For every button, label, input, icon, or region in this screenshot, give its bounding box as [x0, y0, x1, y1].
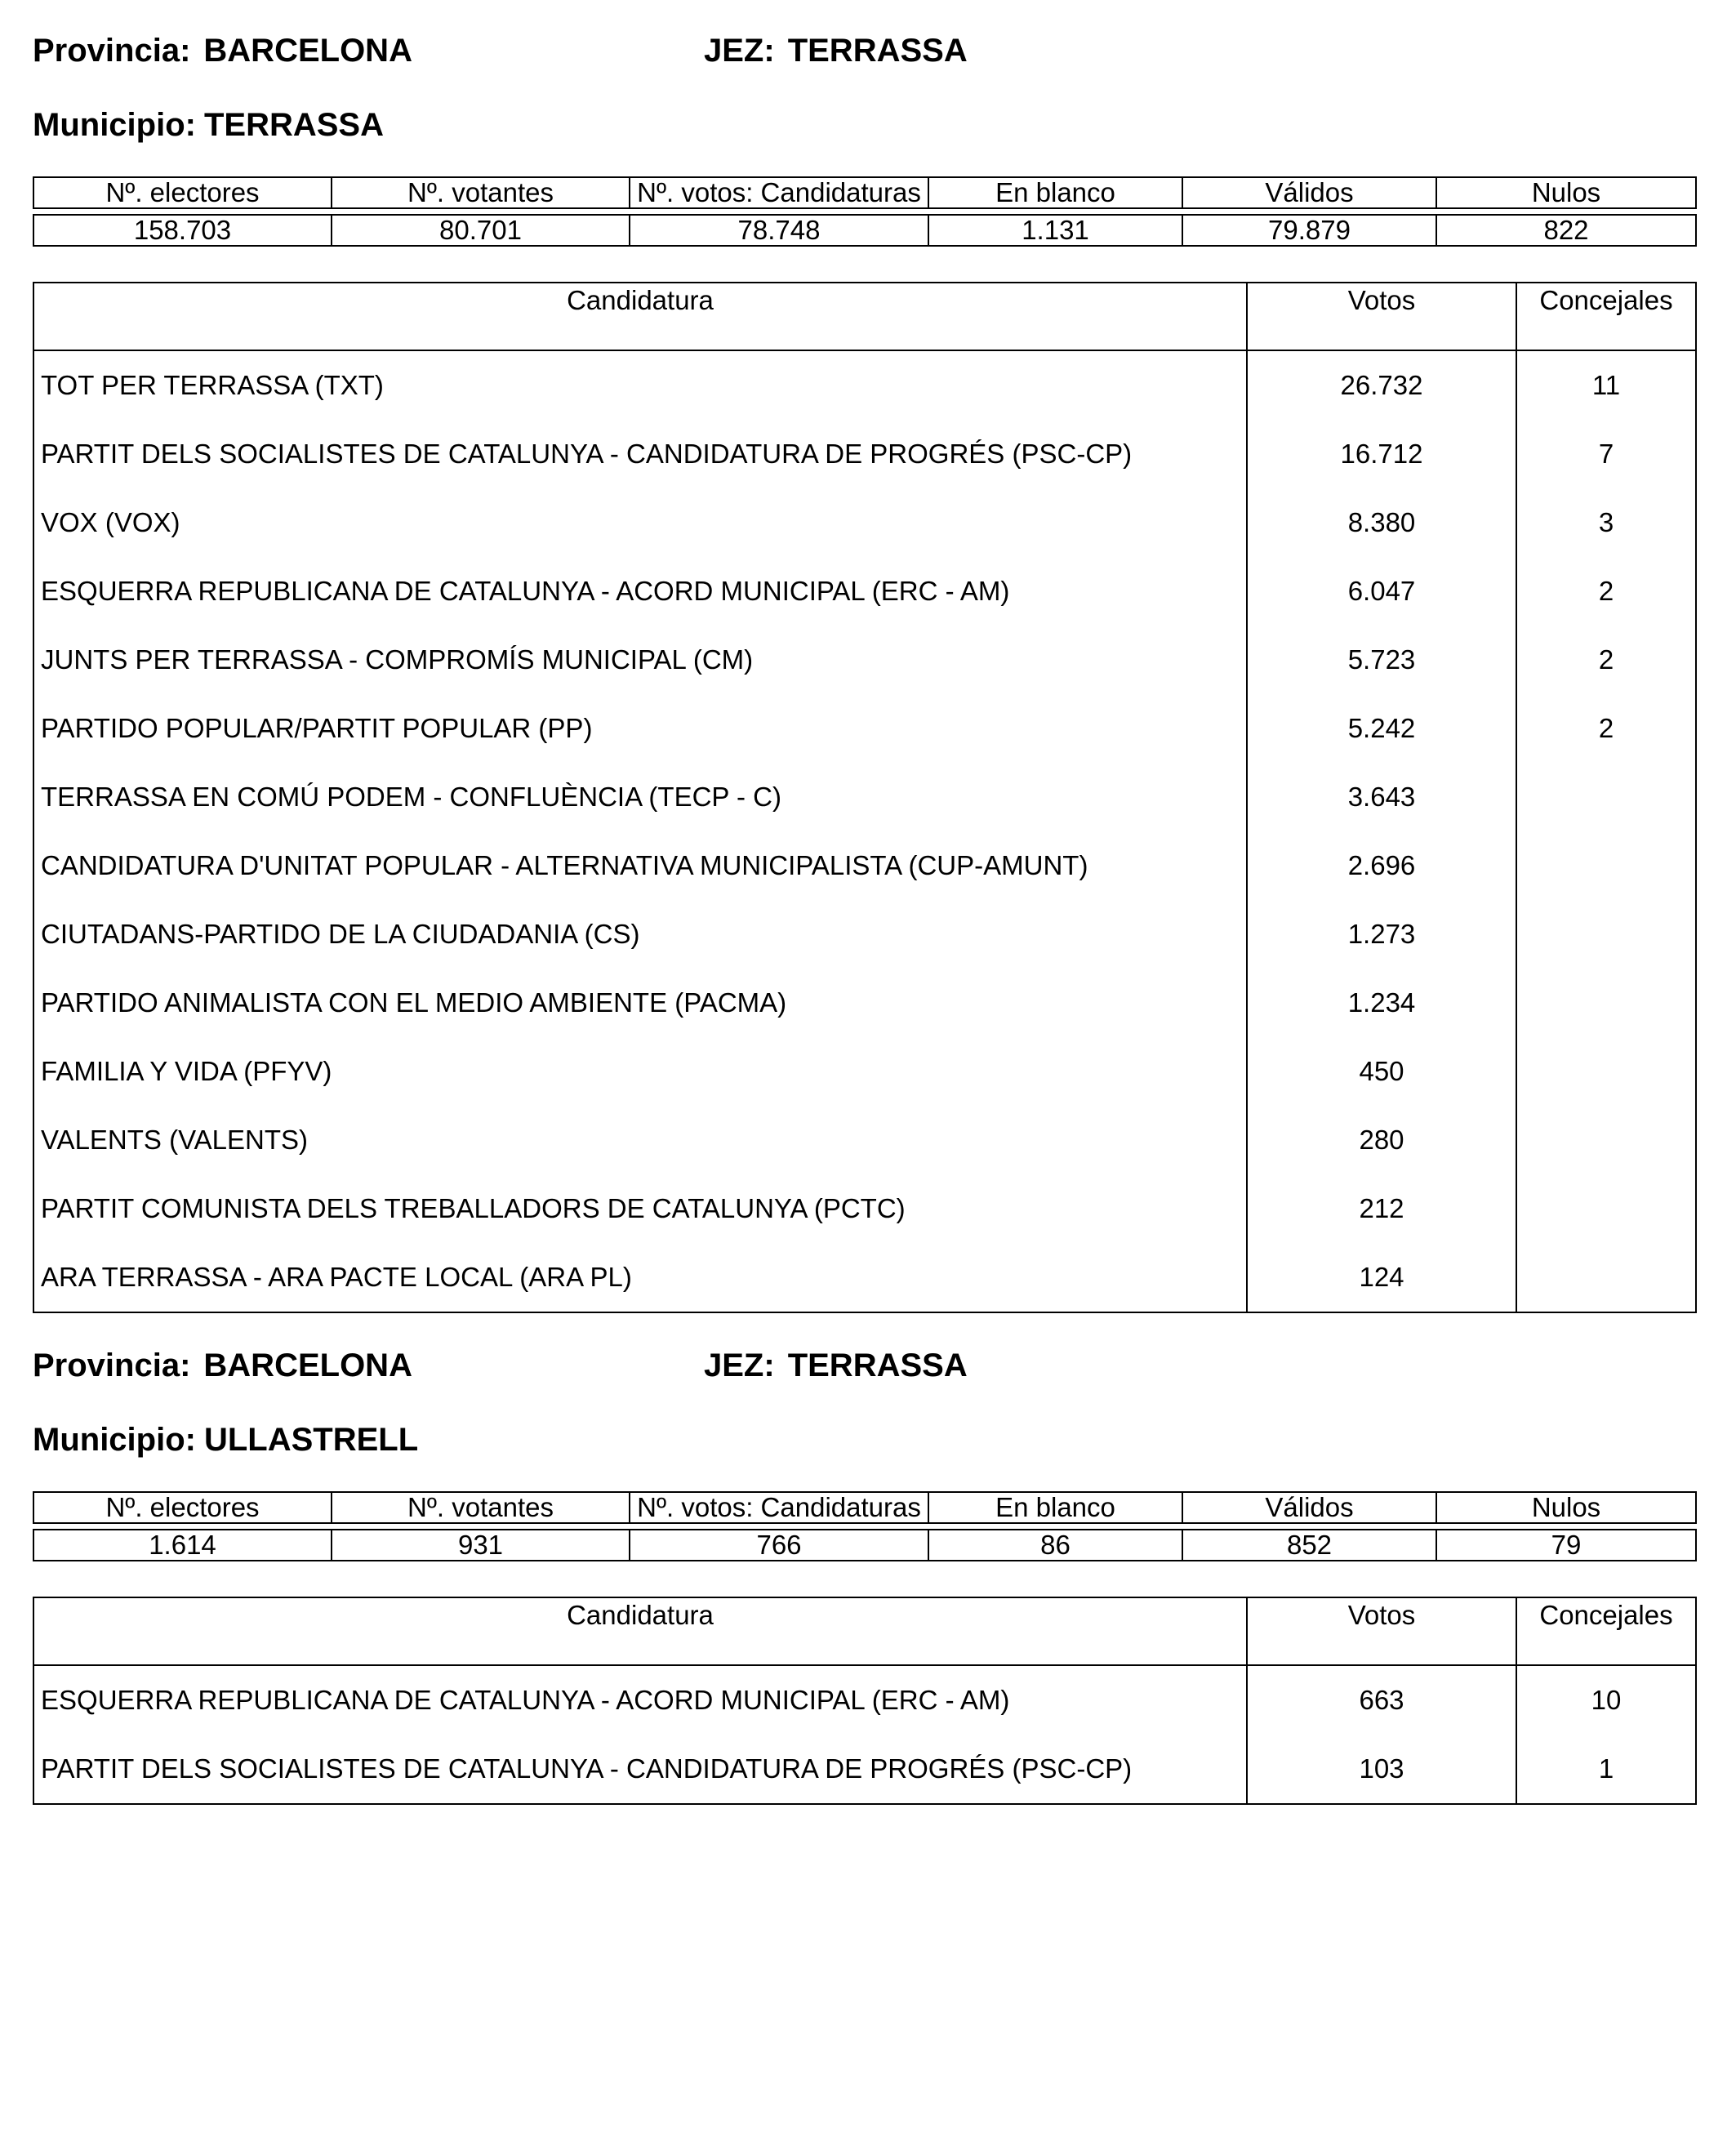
- summary-value-row: [33, 215, 1696, 246]
- jez-label: JEZ:: [704, 33, 775, 69]
- votos-cell: 16.712: [1247, 420, 1516, 488]
- table-row: [33, 1037, 1696, 1106]
- table-row: [33, 1174, 1696, 1243]
- jez-value: TERRASSA: [787, 33, 968, 69]
- concejales-cell: [1516, 1106, 1696, 1174]
- votos-cell: 124: [1247, 1243, 1516, 1312]
- table-row: [33, 488, 1696, 557]
- concejales-cell: [1516, 831, 1696, 900]
- summary-value-cell: 86: [928, 1530, 1182, 1561]
- provincia-line: [33, 33, 412, 69]
- concejales-cell: 1: [1598, 1753, 1614, 1784]
- votos-cell: 5.242: [1247, 694, 1516, 763]
- table-row: [33, 626, 1696, 694]
- table-row: [33, 900, 1696, 969]
- votos-cell: 1.234: [1247, 969, 1516, 1037]
- votos-header: Votos: [1247, 283, 1516, 350]
- municipio-line: [33, 107, 384, 144]
- results-table: [33, 1597, 1697, 1805]
- summary-header-cell: Nº. votos: Candidaturas: [630, 1492, 928, 1523]
- summary-value-cell: 852: [1182, 1530, 1436, 1561]
- jez-label: JEZ:: [704, 1348, 775, 1383]
- concejales-cell: [1516, 1037, 1696, 1106]
- jez-line: [704, 1348, 968, 1384]
- table-row: [33, 831, 1696, 900]
- candidatura-cell: CIUTADANS-PARTIDO DE LA CIUDADANIA (CS): [33, 900, 1247, 969]
- summary-header-cell: Nulos: [1436, 177, 1696, 208]
- provincia-label: Provincia:: [33, 33, 191, 69]
- table-row: [33, 557, 1696, 626]
- municipio-value: TERRASSA: [203, 107, 384, 143]
- summary-value-cell: 79.879: [1182, 215, 1436, 246]
- results-table: [33, 282, 1697, 1313]
- summary-value-cell: 1.614: [33, 1530, 332, 1561]
- concejales-cell: 7: [1598, 439, 1614, 469]
- concejales-cell: [1516, 1243, 1696, 1312]
- concejales-header: Concejales: [1516, 1597, 1696, 1665]
- table-row: [33, 1106, 1696, 1174]
- summary-table: [33, 1491, 1697, 1561]
- candidatura-cell: PARTIDO POPULAR/PARTIT POPULAR (PP): [33, 694, 1247, 763]
- table-row: [33, 420, 1696, 488]
- votos-cell: 103: [1247, 1735, 1516, 1804]
- concejales-cell: 10: [1591, 1685, 1622, 1715]
- candidatura-cell: PARTIT COMUNISTA DELS TREBALLADORS DE CATALUNYA (PCTC): [33, 1174, 1247, 1243]
- votos-cell: 26.732: [1247, 350, 1516, 420]
- concejales-cell: 2: [1598, 576, 1614, 606]
- table-row: [33, 1243, 1696, 1312]
- votos-cell: 8.380: [1247, 488, 1516, 557]
- jez-line: [704, 33, 968, 69]
- results-header-row: [33, 283, 1696, 350]
- summary-value-cell: 79: [1436, 1530, 1696, 1561]
- candidatura-cell: VOX (VOX): [33, 488, 1247, 557]
- provincia-label: Provincia:: [33, 1348, 191, 1383]
- summary-header-cell: Nº. votos: Candidaturas: [630, 177, 928, 208]
- summary-value-cell: 78.748: [630, 215, 928, 246]
- table-row: [33, 763, 1696, 831]
- summary-header-row: [33, 177, 1696, 208]
- candidatura-cell: PARTIDO ANIMALISTA CON EL MEDIO AMBIENTE (PACMA): [33, 969, 1247, 1037]
- provincia-value: BARCELONA: [203, 33, 412, 69]
- concejales-cell: [1516, 969, 1696, 1037]
- candidatura-cell: JUNTS PER TERRASSA - COMPROMÍS MUNICIPAL (CM): [33, 626, 1247, 694]
- concejales-cell: 2: [1598, 644, 1614, 675]
- table-row: [33, 350, 1696, 420]
- summary-header-cell: Nº. electores: [33, 177, 332, 208]
- summary-table: [33, 176, 1697, 247]
- summary-value-row: [33, 1530, 1696, 1561]
- table-row: [33, 694, 1696, 763]
- table-row: [33, 1735, 1696, 1804]
- summary-header-cell: Nº. electores: [33, 1492, 332, 1523]
- concejales-cell: 11: [1591, 370, 1621, 400]
- summary-header-cell: Nulos: [1436, 1492, 1696, 1523]
- candidatura-cell: ESQUERRA REPUBLICANA DE CATALUNYA - ACORD MUNICIPAL (ERC - AM): [33, 557, 1247, 626]
- votos-header: Votos: [1247, 1597, 1516, 1665]
- concejales-cell: [1516, 900, 1696, 969]
- summary-header-row: [33, 1492, 1696, 1523]
- table-row: [33, 969, 1696, 1037]
- votos-cell: 5.723: [1247, 626, 1516, 694]
- concejales-cell: 3: [1598, 507, 1614, 537]
- summary-header-cell: En blanco: [928, 177, 1182, 208]
- summary-value-cell: 1.131: [928, 215, 1182, 246]
- votos-cell: 450: [1247, 1037, 1516, 1106]
- summary-value-cell: 80.701: [332, 215, 630, 246]
- results-header-row: [33, 1597, 1696, 1665]
- candidatura-cell: PARTIT DELS SOCIALISTES DE CATALUNYA - CANDIDATURA DE PROGRÉS (PSC-CP): [33, 420, 1247, 488]
- municipio-line: [33, 1422, 418, 1459]
- votos-cell: 663: [1247, 1665, 1516, 1735]
- votos-cell: 3.643: [1247, 763, 1516, 831]
- candidatura-cell: TOT PER TERRASSA (TXT): [33, 350, 1247, 420]
- candidatura-cell: VALENTS (VALENTS): [33, 1106, 1247, 1174]
- votos-cell: 6.047: [1247, 557, 1516, 626]
- concejales-cell: [1516, 1174, 1696, 1243]
- candidatura-cell: CANDIDATURA D'UNITAT POPULAR - ALTERNATIVA MUNICIPALISTA (CUP-AMUNT): [33, 831, 1247, 900]
- concejales-header: Concejales: [1516, 283, 1696, 350]
- summary-header-cell: Nº. votantes: [332, 1492, 630, 1523]
- summary-value-cell: 158.703: [33, 215, 332, 246]
- summary-header-cell: Válidos: [1182, 1492, 1436, 1523]
- summary-header-cell: En blanco: [928, 1492, 1182, 1523]
- summary-value-cell: 766: [630, 1530, 928, 1561]
- provincia-line: [33, 1348, 412, 1384]
- candidatura-header: Candidatura: [33, 283, 1247, 350]
- candidatura-cell: TERRASSA EN COMÚ PODEM - CONFLUÈNCIA (TECP - C): [33, 763, 1247, 831]
- municipio-label: Municipio:: [33, 1422, 196, 1458]
- summary-header-cell: Válidos: [1182, 177, 1436, 208]
- summary-value-cell: 822: [1436, 215, 1696, 246]
- table-row: [33, 1665, 1696, 1735]
- votos-cell: 1.273: [1247, 900, 1516, 969]
- candidatura-cell: FAMILIA Y VIDA (PFYV): [33, 1037, 1247, 1106]
- concejales-cell: [1516, 763, 1696, 831]
- concejales-cell: 2: [1598, 713, 1614, 743]
- candidatura-cell: ESQUERRA REPUBLICANA DE CATALUNYA - ACORD MUNICIPAL (ERC - AM): [33, 1665, 1247, 1735]
- provincia-value: BARCELONA: [203, 1348, 412, 1383]
- jez-value: TERRASSA: [787, 1348, 968, 1383]
- summary-value-cell: 931: [332, 1530, 630, 1561]
- votos-cell: 212: [1247, 1174, 1516, 1243]
- votos-cell: 2.696: [1247, 831, 1516, 900]
- votos-cell: 280: [1247, 1106, 1516, 1174]
- candidatura-cell: ARA TERRASSA - ARA PACTE LOCAL (ARA PL): [33, 1243, 1247, 1312]
- municipio-label: Municipio:: [33, 107, 196, 143]
- municipio-value: ULLASTRELL: [203, 1422, 419, 1458]
- candidatura-cell: PARTIT DELS SOCIALISTES DE CATALUNYA - CANDIDATURA DE PROGRÉS (PSC-CP): [33, 1735, 1247, 1804]
- summary-header-cell: Nº. votantes: [332, 177, 630, 208]
- candidatura-header: Candidatura: [33, 1597, 1247, 1665]
